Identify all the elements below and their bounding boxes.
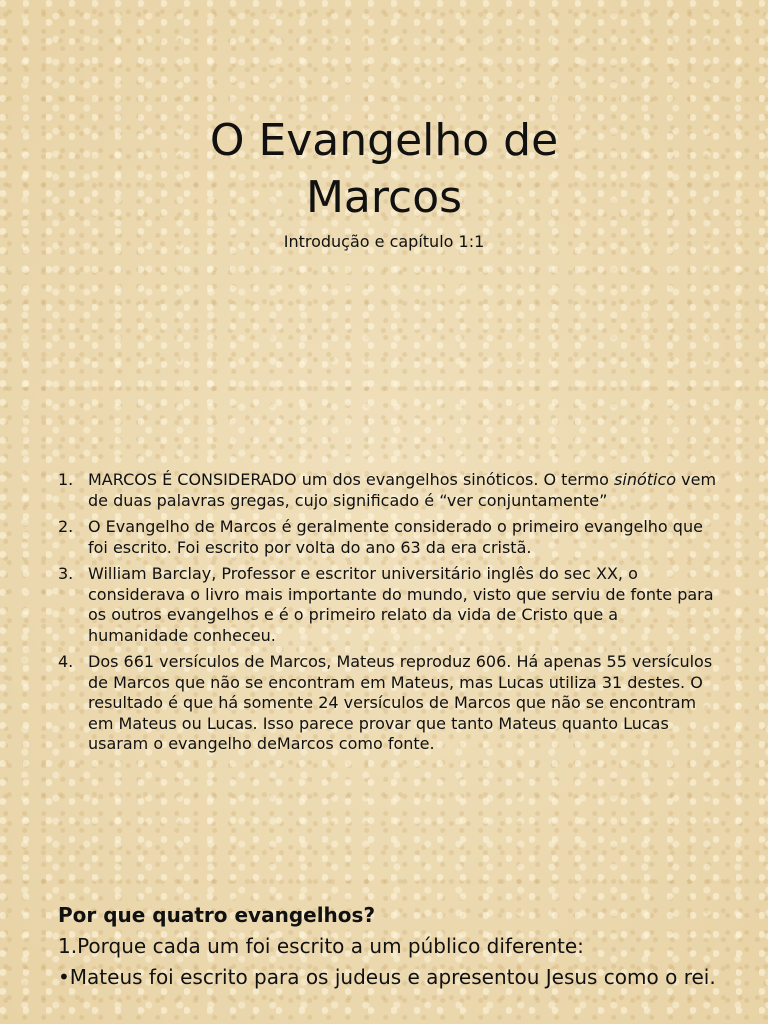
list-item-emphasis: sinótico [614, 470, 677, 489]
list-item-number: 3. [58, 564, 74, 583]
list-item [58, 564, 718, 646]
list-item-text-continued: vem de duas palavras gregas, cujo significado é “ver conjuntamente” [88, 470, 717, 510]
why-four-gospels-section [58, 900, 738, 994]
section-line-1: 1.Porque cada um foi escrito a um público diferente: [58, 934, 584, 958]
list-item [58, 517, 718, 558]
list-item-text: MARCOS É CONSIDERADO um dos evangelhos sinóticos. O termo [88, 470, 615, 489]
list-item [58, 652, 718, 755]
list-item-number: 4. [58, 652, 74, 671]
list-item-number: 1. [58, 470, 74, 489]
list-item-text: William Barclay, Professor e escritor universitário inglês do sec XX, o considerava o livro mais importante do mundo, visto que serviu de fonte para os outros evangelhos e é o primeiro relato da vida de Cristo que a humanidade conheceu. [88, 564, 714, 645]
subtitle: Introdução e capítulo 1:1 [283, 232, 485, 251]
list-item-text: O Evangelho de Marcos é geralmente considerado o primeiro evangelho que foi escrito. Foi escrito por volta do ano 63 da era cristã. [88, 517, 703, 557]
list-item-number: 2. [58, 517, 74, 536]
facts-list [58, 470, 718, 761]
section-line-2: •Mateus foi escrito para os judeus e apresentou Jesus como o rei. [58, 965, 716, 989]
title-slide [0, 0, 768, 440]
page-title [84, 112, 684, 226]
title-line-2: Marcos [305, 172, 463, 223]
list-item-text: Dos 661 versículos de Marcos, Mateus reproduz 606. Há apenas 55 versículos de Marcos que não se encontram em Mateus, mas Lucas utiliza 31 destes. O resultado é que há somente 24 versículos de Marcos que não se encontram em Mateus ou Lucas. Isso parece provar que tanto Mateus quanto Lucas usaram o evangelho deMarcos como fonte. [88, 652, 713, 753]
list-item [58, 470, 718, 511]
section-heading: Por que quatro evangelhos? [58, 903, 376, 927]
title-line-1: O Evangelho de [209, 115, 559, 166]
